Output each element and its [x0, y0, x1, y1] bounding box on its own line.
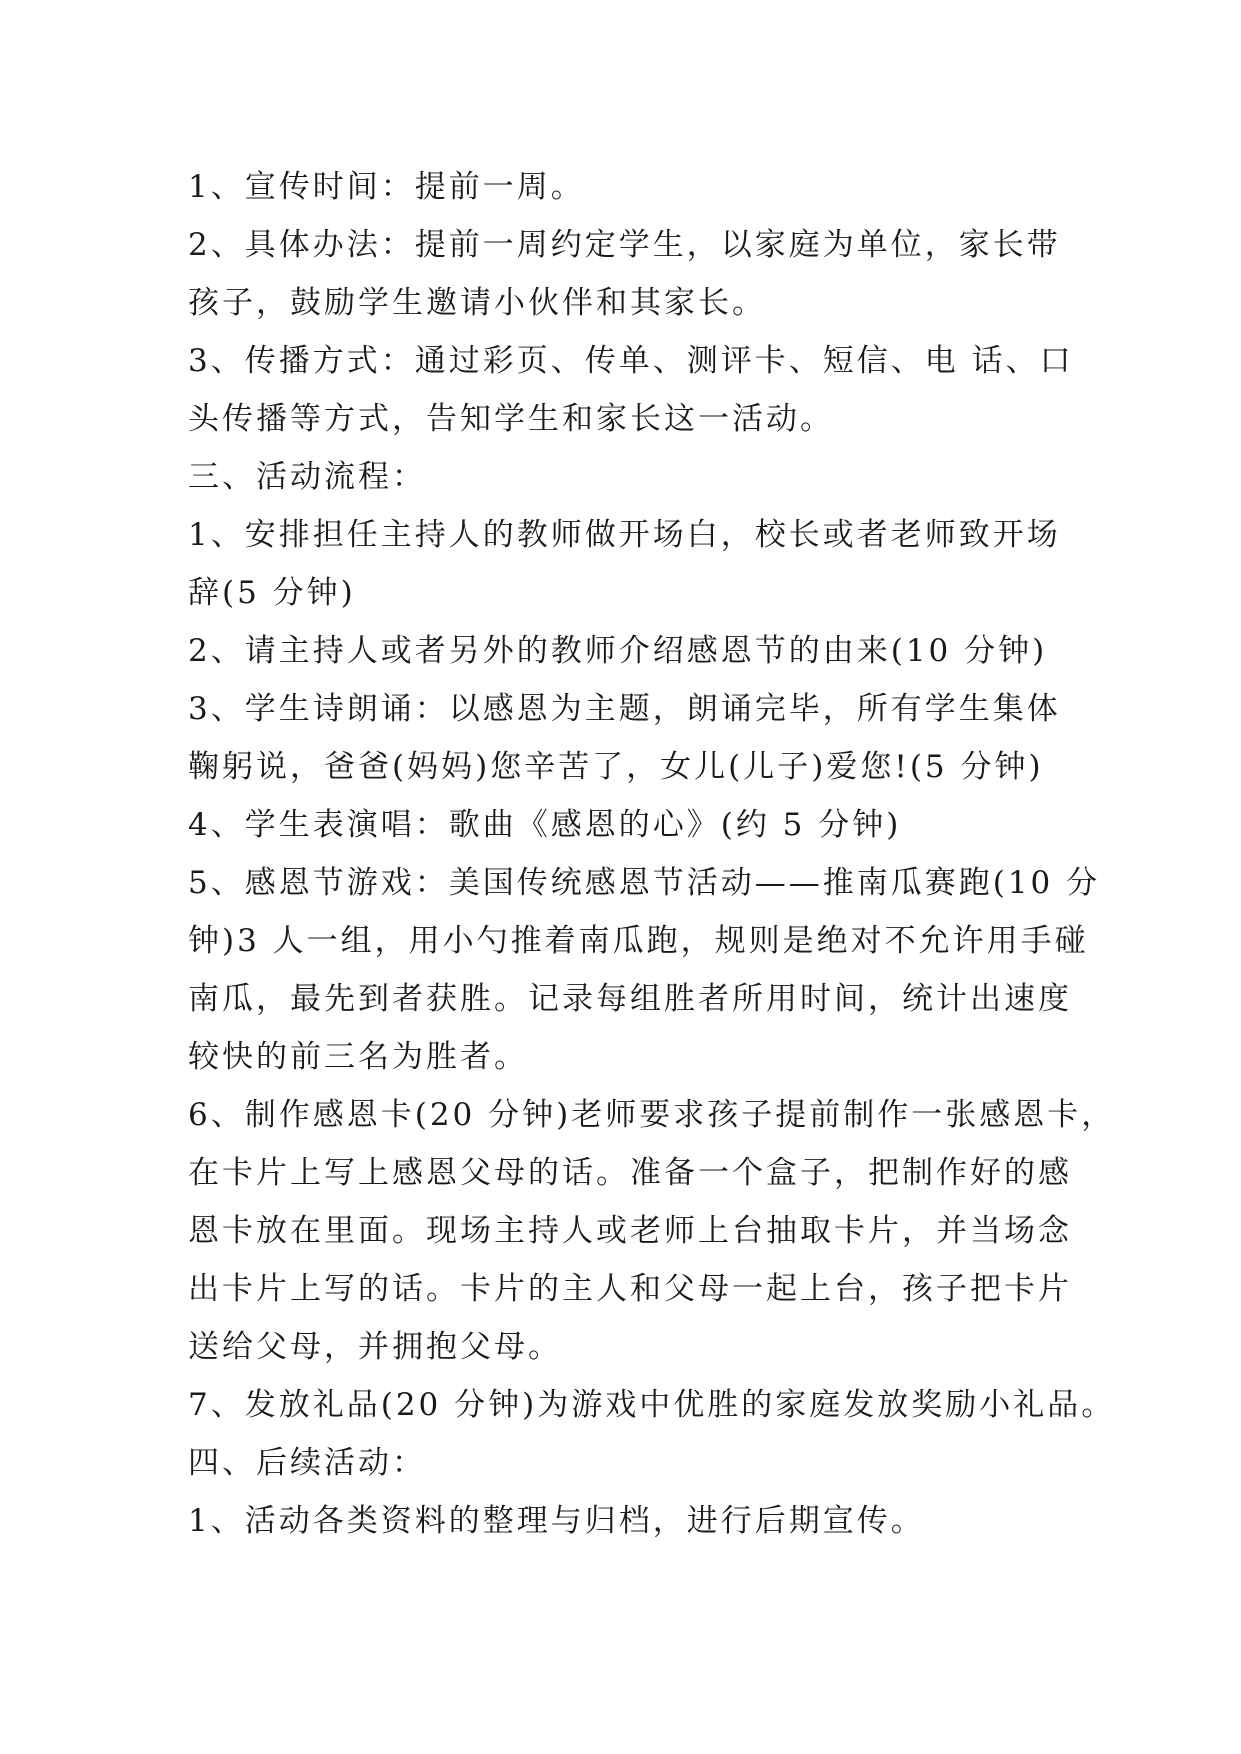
text-line: 鞠躬说，爸爸(妈妈)您辛苦了，女儿(儿子)爱您!(5 分钟) — [188, 749, 1044, 785]
text-line: 1、安排担任主持人的教师做开场白，校长或者老师致开场 — [188, 517, 1061, 553]
text-line: 恩卡放在里面。现场主持人或老师上台抽取卡片，并当场念 — [188, 1213, 1072, 1249]
text-line: 3、学生诗朗诵：以感恩为主题，朗诵完毕，所有学生集体 — [188, 691, 1061, 727]
text-line: 3、传播方式：通过彩页、传单、测评卡、短信、电 话、口 — [188, 343, 1074, 379]
text-line: 1、活动各类资料的整理与归档，进行后期宣传。 — [188, 1503, 925, 1539]
text-line: 辞(5 分钟) — [188, 575, 356, 611]
text-line: 头传播等方式，告知学生和家长这一活动。 — [188, 401, 834, 437]
section-heading: 四、后续活动： — [188, 1445, 426, 1481]
text-line: 6、制作感恩卡(20 分钟)老师要求孩子提前制作一张感恩卡， — [188, 1097, 1116, 1133]
text-line: 钟)3 人一组，用小勺推着南瓜跑，规则是绝对不允许用手碰 — [188, 923, 1089, 959]
text-line: 送给父母，并拥抱父母。 — [188, 1329, 562, 1365]
text-line: 7、发放礼品(20 分钟)为游戏中优胜的家庭发放奖励小礼品。 — [188, 1387, 1116, 1423]
text-line: 南瓜，最先到者获胜。记录每组胜者所用时间，统计出速度 — [188, 981, 1072, 1017]
section-heading: 三、活动流程： — [188, 459, 426, 495]
text-line: 在卡片上写上感恩父母的话。准备一个盒子，把制作好的感 — [188, 1155, 1072, 1191]
text-line: 2、具体办法：提前一周约定学生，以家庭为单位，家长带 — [188, 227, 1061, 263]
document-body — [188, 158, 1116, 1550]
text-line: 较快的前三名为胜者。 — [188, 1039, 528, 1075]
text-line: 2、请主持人或者另外的教师介绍感恩节的由来(10 分钟) — [188, 633, 1048, 669]
text-line: 孩子，鼓励学生邀请小伙伴和其家长。 — [188, 285, 766, 321]
text-line: 1、宣传时间：提前一周。 — [188, 169, 585, 205]
text-line: 出卡片上写的话。卡片的主人和父母一起上台，孩子把卡片 — [188, 1271, 1072, 1307]
text-line: 4、学生表演唱：歌曲《感恩的心》(约 5 分钟) — [188, 807, 902, 843]
text-line: 5、感恩节游戏：美国传统感恩节活动——推南瓜赛跑(10 分 — [188, 865, 1101, 901]
